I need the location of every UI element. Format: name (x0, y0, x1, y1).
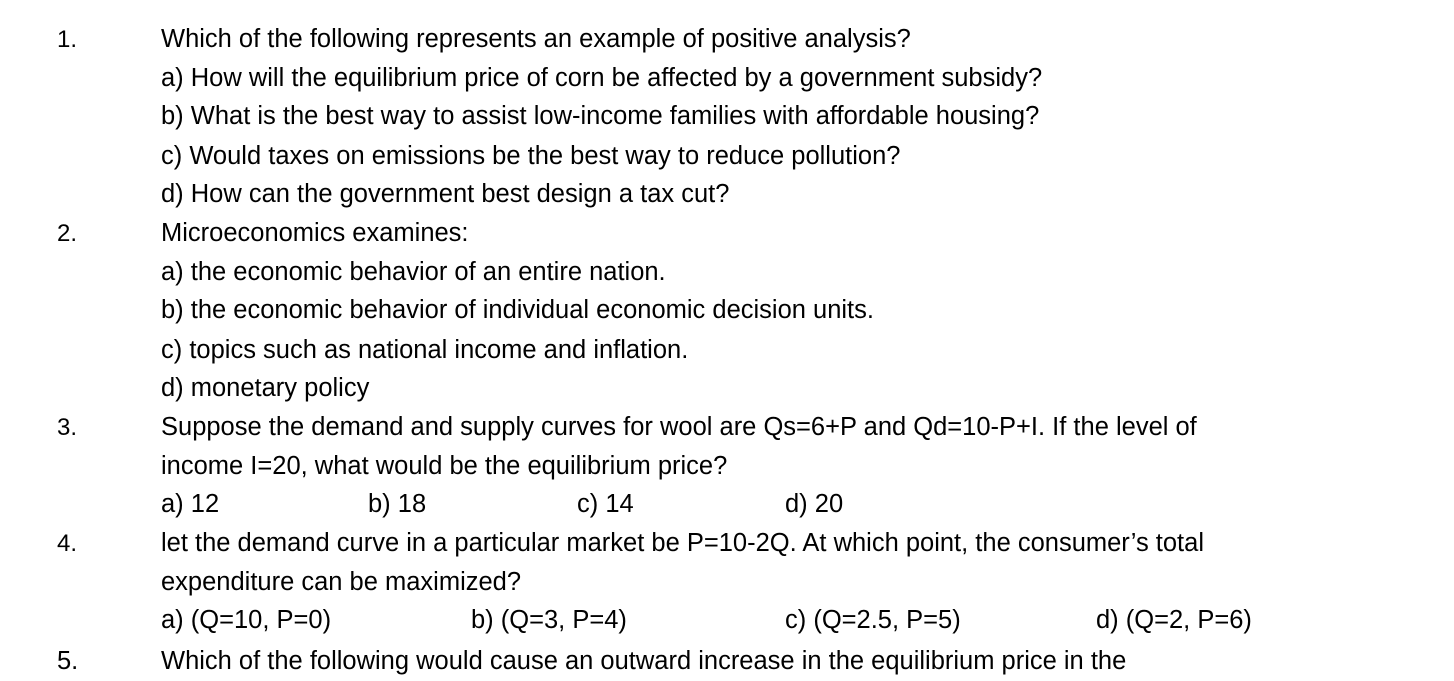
question-number: 4. (57, 530, 78, 557)
option-a: a) How will the equilibrium price of corn be affected by a government subsidy? (161, 64, 1043, 92)
question-stem-line-1: let the demand curve in a particular market be P=10-2Q. At which point, the consumer’s total (161, 529, 1204, 557)
question-stem-line-1: Suppose the demand and supply curves for wool are Qs=6+P and Qd=10-P+I. If the level of (161, 413, 1197, 441)
question-stem-line-2: income I=20, what would be the equilibrium price? (161, 452, 728, 480)
option-b: b) What is the best way to assist low-income families with affordable housing? (161, 102, 1040, 130)
question-stem: Microeconomics examines: (161, 219, 469, 247)
option-d: d) (Q=2, P=6) (1096, 606, 1252, 634)
question-stem: Which of the following represents an example of positive analysis? (161, 25, 911, 53)
option-c: c) (Q=2.5, P=5) (785, 606, 961, 634)
option-a: a) 12 (161, 490, 220, 518)
question-number: 2. (57, 220, 78, 247)
option-c: c) 14 (577, 490, 634, 518)
question-number: 5. (57, 647, 79, 675)
option-c: c) Would taxes on emissions be the best way to reduce pollution? (161, 142, 901, 170)
option-b: b) 18 (368, 490, 427, 518)
question-number: 3. (57, 414, 78, 441)
option-d: d) 20 (785, 490, 844, 518)
question-stem: Which of the following would cause an outward increase in the equilibrium price in the (161, 647, 1127, 675)
question-number: 1. (57, 26, 78, 53)
option-d: d) monetary policy (161, 374, 370, 402)
question-stem-line-2: expenditure can be maximized? (161, 568, 522, 596)
option-a: a) the economic behavior of an entire nation. (161, 258, 666, 286)
option-d: d) How can the government best design a tax cut? (161, 180, 730, 208)
option-c: c) topics such as national income and inflation. (161, 336, 689, 364)
option-b: b) (Q=3, P=4) (471, 606, 627, 634)
option-a: a) (Q=10, P=0) (161, 606, 332, 634)
option-b: b) the economic behavior of individual economic decision units. (161, 296, 874, 324)
question-5-cutoff (0, 640, 1454, 675)
